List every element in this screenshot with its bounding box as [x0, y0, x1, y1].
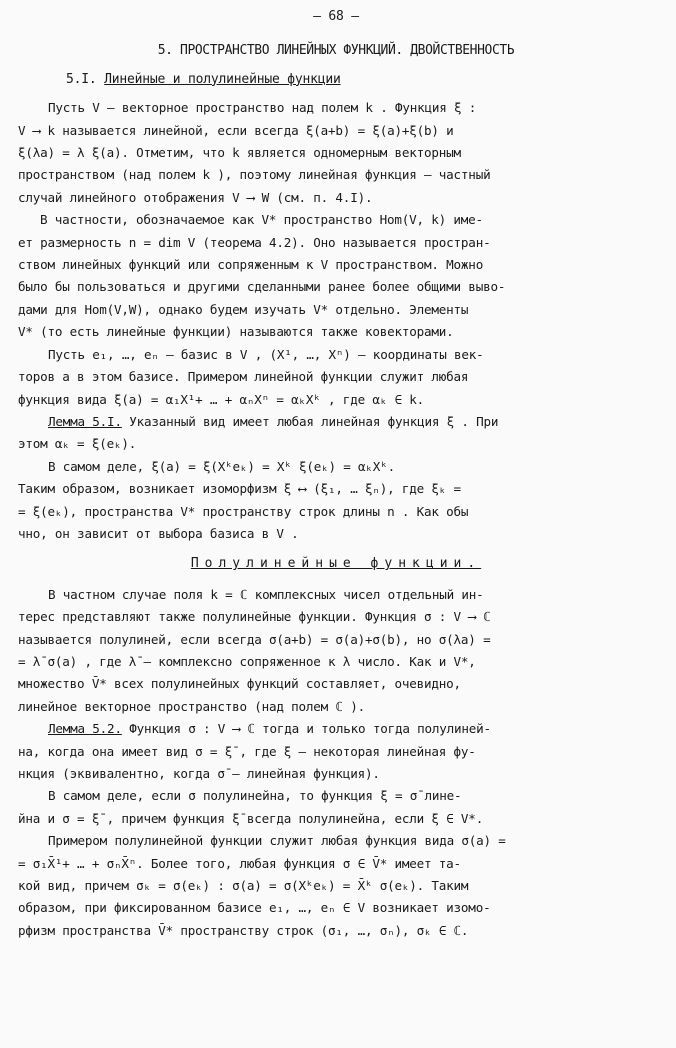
text-line: ством линейных функций или сопряженным к V пространством. Можно [18, 257, 484, 273]
text-line: Пусть V – векторное пространство над полем k . Функция ξ : [48, 100, 477, 116]
text-line: В самом деле, ξ(a) = ξ(Xᵏeₖ) = Xᵏ ξ(eₖ) = αₖXᵏ. [48, 458, 395, 474]
text-line: было бы пользоваться и другими сделанными ранее более общими выво- [18, 279, 506, 295]
lemma-text: Указанный вид имеет любая линейная функция ξ . При [121, 413, 499, 429]
text-line: кой вид, причем σₖ = σ(eₖ) : σ(a) = σ(Xᵏeₖ) = X̄ᵏ σ(eₖ). Таким [18, 878, 469, 894]
text-line: называется полулиней, если всегда σ(a+b) = σ(a)+σ(b), но σ(λa) = [18, 631, 491, 647]
text-line: V* (то есть линейные функции) называются также ковекторами. [18, 324, 454, 340]
text-line: = σ₁X̄¹+ … + σₙX̄ⁿ. Более того, любая функция σ ∈ V̄* имеет та- [18, 855, 461, 871]
text-line: этом αₖ = ξ(eₖ). [18, 436, 137, 452]
text-line: случай линейного отображения V ⟶ W (см. п. 4.I). [18, 189, 373, 205]
text-line: Таким образом, возникает изоморфизм ξ ⟷ (ξ₁, … ξₙ), где ξₖ = [18, 481, 461, 497]
lemma-5-2 [18, 718, 654, 740]
text-line: В самом деле, если σ полулинейна, то функция ξ = σ̄ лине- [48, 788, 462, 804]
text-line: V ⟶ k называется линейной, если всегда ξ(a+b) = ξ(a)+ξ(b) и [18, 122, 454, 138]
body-block-2 [18, 584, 654, 943]
text-line: = ξ(eₖ), пространства V* пространству строк длины n . Как обы [18, 503, 469, 519]
subheading: Полулинейные функции. [190, 556, 482, 572]
text-line: йна и σ = ξ̄ , причем функция ξ̄ всегда полулинейна, если ξ ∈ V*. [18, 810, 484, 826]
text-line: торов a в этом базисе. Примером линейной функции служит любая [18, 369, 469, 385]
text-line: нкция (эквивалентно, когда σ̄ – линейная функция). [18, 766, 380, 781]
text-line: Примером полулинейной функции служит любая функция вида σ(a) = [48, 833, 506, 849]
page-number: – 68 – [313, 9, 359, 24]
chapter-title: 5. ПРОСТРАНСТВО ЛИНЕЙНЫХ ФУНКЦИЙ. ДВОЙСТВЕННОСТЬ [157, 43, 515, 59]
text-line: линейное векторное пространство (над полем ℂ ). [18, 698, 365, 714]
text-line: рфизм пространства V̄* пространству строк (σ₁, …, σₙ), σₖ ∈ ℂ. [18, 922, 469, 938]
lemma-label: Лемма 5.I. [48, 413, 122, 429]
section-number: 5.I. [66, 71, 97, 87]
lemma-text: Функция σ : V ⟶ ℂ тогда и только тогда полулиней- [121, 721, 491, 737]
text-line: ет размерность n = dim V (теорема 4.2). Оно называется простран- [18, 234, 491, 250]
text-line: ξ(λa) = λ ξ(a). Отметим, что k является одномерным векторным [18, 145, 461, 161]
text-line: множество V̄* всех полулинейных функций составляет, очевидно, [18, 676, 461, 692]
text-line: пространством (над полем k ), поэтому линейная функция – частный [18, 167, 491, 183]
section-name: Линейные и полулинейные функции [104, 71, 341, 87]
text-line: В частности, обозначаемое как V* пространство Hom(V, k) име- [40, 212, 483, 228]
text-line: на, когда она имеет вид σ = ξ̄ , где ξ – некоторая линейная фу- [18, 743, 476, 759]
text-line: чно, он зависит от выбора базиса в V . [18, 525, 299, 541]
lemma-5-1 [18, 411, 654, 433]
lemma-label: Лемма 5.2. [48, 721, 122, 737]
text-line: функция вида ξ(a) = α₁X¹+ … + αₙXⁿ = αₖXᵏ , где αₖ ∈ k. [18, 391, 425, 407]
body-block-1 [18, 97, 654, 545]
section-title [66, 69, 654, 91]
text-line: терес представляют также полулинейные функции. Функция σ : V ⟶ ℂ [18, 609, 491, 625]
text-line: = λ̄ σ(a) , где λ̄ – комплексно сопряженное к λ число. Как и V*, [18, 653, 476, 669]
text-line: образом, при фиксированном базисе e₁, …, eₙ ∈ V возникает изомо- [18, 900, 491, 916]
text-line: Пусть e₁, …, eₙ – базис в V , (X¹, …, Xⁿ) – координаты век- [48, 346, 484, 362]
text-line: дами для Hom(V,W), однако будем изучать V* отдельно. Элементы [18, 301, 469, 317]
text-line: В частном случае поля k = ℂ комплексных чисел отдельный ин- [48, 586, 484, 602]
